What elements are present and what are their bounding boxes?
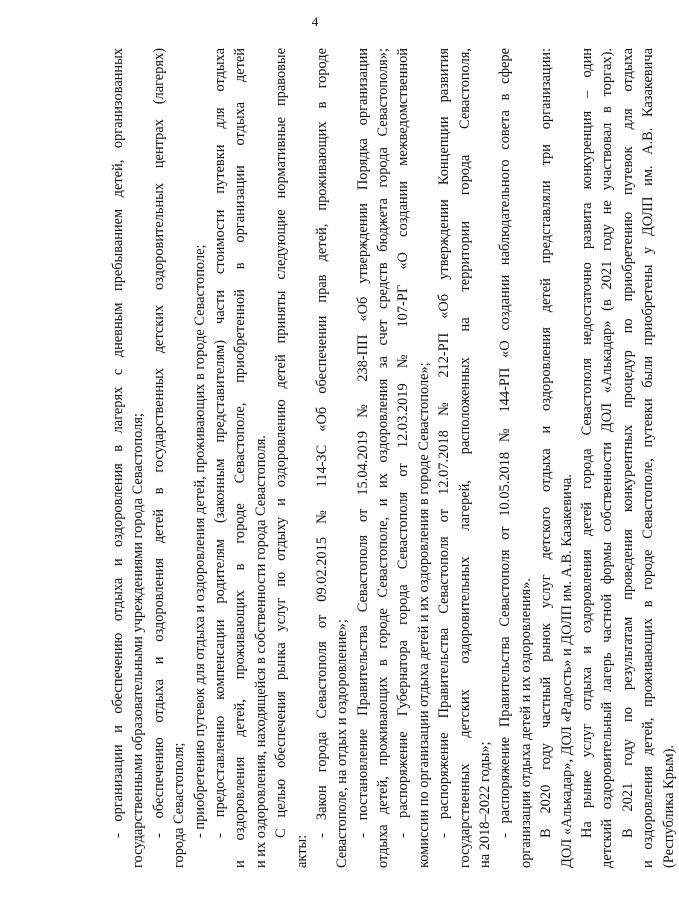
text-line: - организации и обеспечению отдыха и оздоровления в лагерях с дневным пребыванием детей, организованных [110,48,126,838]
text-line: - приобретению путевок для отдыха и оздоровления детей, проживающих в городе Севастополе; [191,244,208,838]
text-line: города Севастополя; [171,742,188,868]
text-line: Севастополе, на отдых и оздоровление»; [334,619,351,868]
text-line: - обеспечению отдыха и оздоровления детей в государственных детских оздоровительных центрах (лагерях) [150,48,167,838]
text-line: - распоряжение Губернатора города Севастополя от 12.03.2019 № 107-РГ «О создании межведомственной [395,48,412,838]
text-line: (Республика Крым). [660,744,677,868]
text-line: В 2021 году по результатам проведения конкурентных процедур по приобретению путевок для отдыха [619,48,636,838]
text-line: - Закон города Севастополя от 09.02.2015 № 114-ЗС «Об обеспечении прав детей, проживающих в городе [313,48,330,838]
text-line: В 2020 году частный рынок услуг детского отдыха и оздоровления детей представляли три организации: [538,48,555,838]
text-line: государственных детских оздоровительных лагерей, расположенных на территории города Севастополя, [456,48,473,868]
text-line: комиссии по организации отдыха детей и их оздоровления в городе Севастополе»; [415,362,432,868]
text-line: и оздоровления детей, проживающих в городе Севастополе, путевки были приобретены у ДОЛП им. А.В. Казакевича [640,48,657,868]
page-number: 4 [311,14,319,29]
text-line: акты: [293,834,310,868]
text-line: и их оздоровления, находящейся в собственности города Севастополя. [252,435,269,868]
text-line: детский оздоровительный лагерь частной формы собственности ДОЛ «Алькадар» (в 2021 году не участвовал в торгах). [599,48,616,868]
text-line: организации отдыха детей и их оздоровления». [517,578,534,868]
text-line: на 2018–2022 годы»; [477,741,494,868]
text-line: - постановление Правительства Севастополя от 15.04.2019 № 238-ПП «Об утверждении Порядка организации [354,48,371,838]
text-line: - распоряжение Правительства Севастополя от 10.05.2018 № 144-РП «О создании наблюдательного совета в сфере [497,48,514,838]
text-line: ДОЛ «Алькадар», ДОЛ «Радость» и ДОЛП им. А.В. Казакевича. [558,474,575,868]
text-line: На рынке услуг отдыха и оздоровления детей города Севастополя недостаточно развита конкуренция – один [578,48,595,838]
text-line: государственными образовательными учреждениями города Севастополя; [130,413,147,868]
rotated-document-body [108,48,679,868]
text-line: отдыха детей, проживающих в городе Севастополе, и их оздоровления за счет средств бюджета города Севастополя»; [375,48,392,868]
text-line: - предоставлению компенсации родителям (законным представителям) части стоимости путевки для отдыха [211,48,228,838]
text-line: - распоряжение Правительства Севастополя от 12.07.2018 № 212-РП «Об утверждении Концепции развития [436,48,453,838]
text-line: и оздоровления детей, проживающих в городе Севастополе, приобретенной в организации отдыха детей [232,48,249,868]
text-line: С целью обеспечения рынка услуг по отдыху и оздоровлению детей приняты следующие нормативные правовые [273,48,290,838]
